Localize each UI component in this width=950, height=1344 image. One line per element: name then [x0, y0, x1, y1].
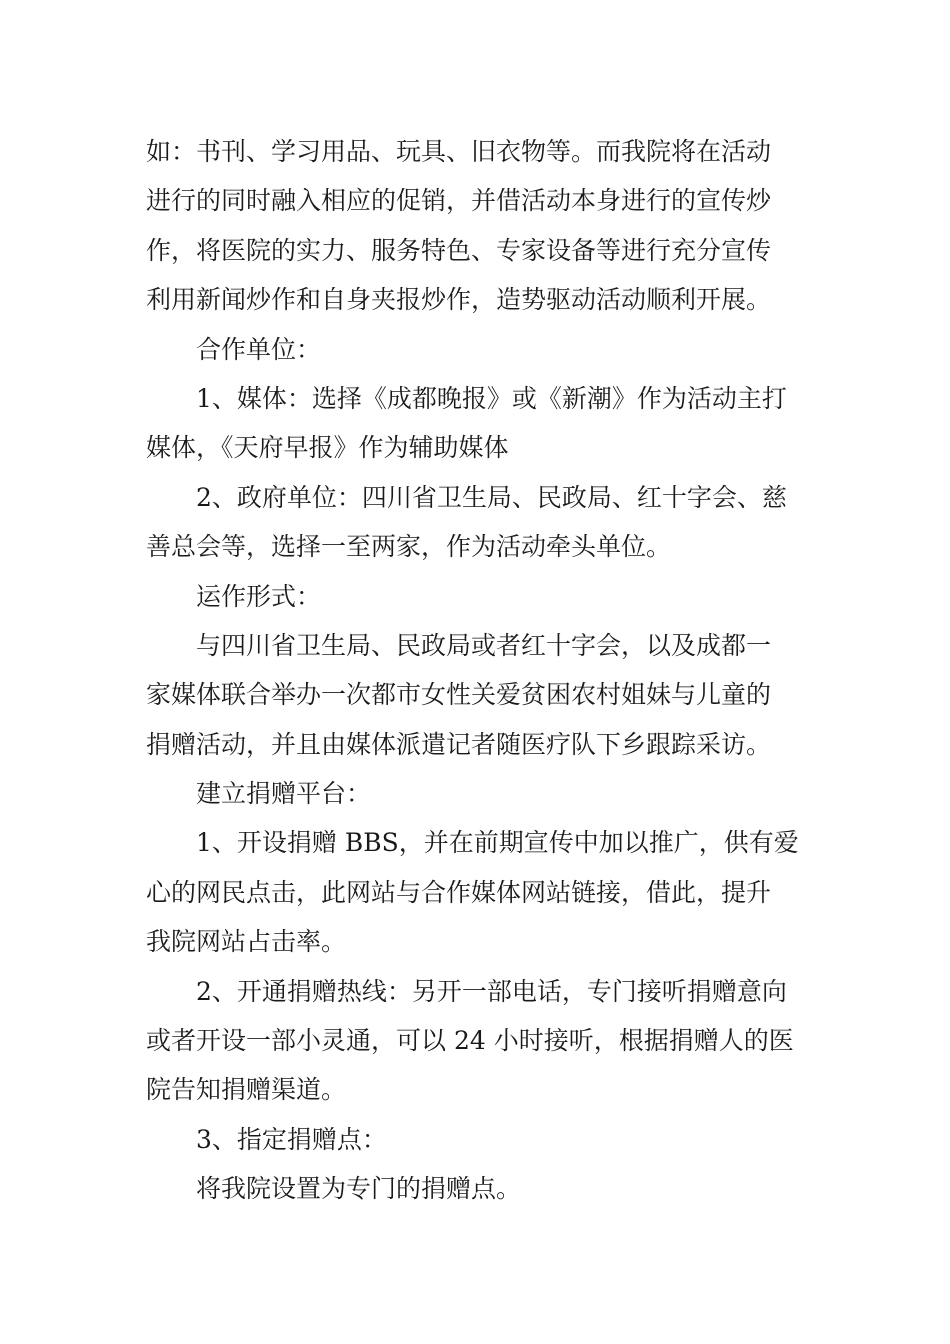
text-line: 或者开设一部小灵通，可以 24 小时接听，根据捐赠人的医 [146, 1026, 794, 1056]
document-body [146, 127, 806, 1214]
text-line: 将我院设置为专门的捐赠点。 [196, 1174, 522, 1204]
text-line: 媒体，《天府早报》作为辅助媒体 [146, 433, 509, 463]
text-line: 捐赠活动，并且由媒体派遣记者随医疗队下乡跟踪采访。 [146, 729, 772, 759]
text-line: 我院网站占击率。 [146, 927, 347, 957]
text-line: 心的网民点击，此网站与合作媒体网站链接，借此，提升 [146, 877, 772, 907]
section-heading-operation: 运作形式： [196, 581, 322, 611]
text-line: 家媒体联合举办一次都市女性关爱贫困农村姐妹与儿童的 [146, 680, 772, 710]
text-line: 与四川省卫生局、民政局或者红十字会，以及成都一 [196, 630, 772, 660]
section-heading-platform: 建立捐赠平台： [196, 779, 372, 809]
text-line: 1、媒体：选择《成都晚报》或《新潮》作为活动主打 [196, 383, 787, 413]
text-line: 院告知捐赠渠道。 [146, 1075, 347, 1105]
text-line: 2、开通捐赠热线：另开一部电话，专门接听捐赠意向 [196, 976, 787, 1006]
text-line: 善总会等，选择一至两家，作为活动牵头单位。 [146, 532, 672, 562]
section-heading-partners: 合作单位： [196, 334, 322, 364]
text-line: 作，将医院的实力、服务特色、专家设备等进行充分宣传 [146, 235, 772, 265]
text-line: 如：书刊、学习用品、玩具、旧衣物等。而我院将在活动 [146, 137, 772, 166]
text-line: 2、政府单位：四川省卫生局、民政局、红十字会、慈 [196, 482, 787, 512]
text-line: 3、指定捐赠点： [196, 1124, 387, 1154]
text-line: 进行的同时融入相应的促销，并借活动本身进行的宣传炒 [146, 186, 772, 216]
text-line: 1、开设捐赠 BBS，并在前期宣传中加以推广，供有爱 [196, 828, 799, 858]
text-line: 利用新闻炒作和自身夹报炒作，造势驱动活动顺利开展。 [146, 285, 772, 315]
